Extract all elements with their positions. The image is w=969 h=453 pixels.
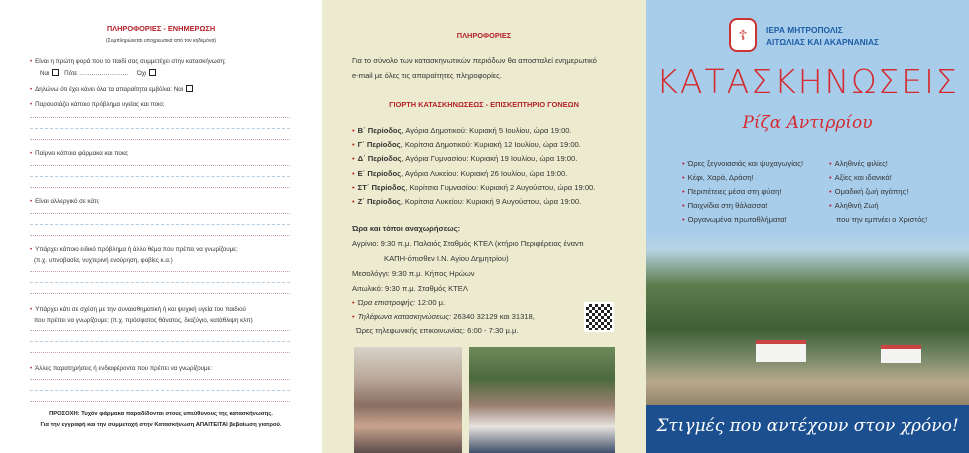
question-emotional-examples: που πρέπει να γνωρίζουμε; (π.χ. πρόσφατος θάνατος, διαζύγιο, κατάθλιψη κλπ) <box>34 317 253 324</box>
answer-line[interactable] <box>30 187 290 188</box>
question-emotional: • Υπάρχει κάτι σε σχέση με την συναισθηματική ή και ψυχική υγεία του παιδιού <box>30 306 246 313</box>
answer-line[interactable] <box>30 224 290 225</box>
festival-period: • Γ΄ Περίοδος, Κορίτσια Δημοτικού: Κυριακή 12 Ιουλίου, ώρα 19:00. <box>352 140 581 150</box>
info-text-1: Για το σύνολο των κατασκηνωτικών περιόδων θα αποσταλεί ενημερωτικό <box>352 56 597 65</box>
camp-photo <box>646 232 969 408</box>
info-title: ΠΛΗΡΟΦΟΡΙΕΣ <box>456 31 512 40</box>
first-time-options: Ναι Πότε …………………… Όχι <box>40 69 159 77</box>
feature-item: που την εμπνέει ο Χριστός! <box>836 215 928 224</box>
festival-period: • Ζ΄ Περίοδος, Κορίτσια Λυκείου: Κυριακή 9 Αυγούστου, ώρα 19:00. <box>352 197 582 206</box>
health-info-title: ΠΛΗΡΟΦΟΡΙΕΣ - ΕΝΗΜΕΡΩΣΗ <box>106 24 216 33</box>
question-medication: • Παίρνει κάποια φάρμακα και ποια; <box>30 150 129 157</box>
festival-period: • ΣΤ΄ Περίοδος, Κορίτσια Γυμνασίου: Κυριακή 2 Αυγούστου, ώρα 19:00. <box>352 182 596 192</box>
festival-period: • Δ΄ Περίοδος, Αγόρια Γυμνασίου: Κυριακή 19 Ιουλίου, ώρα 19:00. <box>352 154 578 164</box>
answer-line[interactable] <box>30 165 290 166</box>
feature-item: • Αληθινές φιλίες! <box>829 159 888 168</box>
feature-item: • Ώρες ξεγνοιασιάς και ψυχαγωγίας! <box>682 159 804 168</box>
departure-mesolongi: Μεσολόγγι: 9:30 π.μ. Κήπος Ηρώων <box>352 269 475 278</box>
question-health: • Παρουσιάζει κάποιο πρόβλημα υγείας και ποιο; <box>30 101 165 108</box>
no-checkbox[interactable] <box>149 69 156 76</box>
camp-building <box>881 345 921 363</box>
doctor-certificate-notice: Για την εγγραφή και την συμμετοχή στην Κατασκήνωση ΑΠΑΙΤΕΙΤΑΙ βεβαίωση γιατρού. <box>40 422 282 428</box>
camp-location: Ρίζα Αντιρρίου <box>742 113 873 133</box>
departure-agrinio: Αγρίνιο: 9:30 π.μ. Παλαιός Σταθμός ΚΤΕΛ (κτήριο Περιφέρειας έναντι <box>352 239 584 248</box>
question-special-examples: (π.χ. υπνοβασία, νυχτερινή ενούρηση, φοβίες κ.α.) <box>34 257 173 264</box>
feature-item: • Κέφι, Χαρά, Δράση! <box>682 173 754 182</box>
festival-period: • Ε΄ Περίοδος, Αγόρια Λυκείου: Κυριακή 26 Ιουλίου, ώρα 19:00. <box>352 168 568 178</box>
return-time: • Ώρα επιστροφής: 12:00 μ. <box>352 298 446 307</box>
feature-item: • Ομαδική ζωή αγάπης! <box>829 187 909 196</box>
answer-line[interactable] <box>30 235 290 236</box>
trophy-photo <box>469 347 615 453</box>
camp-title: ΚΑΤΑΣΚΗΝΩΣΕΙΣ <box>656 62 959 101</box>
metropolis-logo-icon: ☦ <box>729 18 757 52</box>
feature-item: • Αξίες και ιδανικά! <box>829 173 892 182</box>
answer-line[interactable] <box>30 176 290 177</box>
health-info-subtitle: (Συμπληρώνεται υποχρεωτικά από τον κηδεμόνα) <box>105 38 217 44</box>
answer-line[interactable] <box>30 282 290 283</box>
festival-period: • Β΄ Περίοδος, Αγόρια Δημοτικού: Κυριακή 5 Ιουλίου, ώρα 19:00. <box>352 126 572 135</box>
yes-checkbox[interactable] <box>52 69 59 76</box>
departure-agrinio-detail: ΚΑΠΗ-όπισθεν Ι.Ν. Αγίου Δημητρίου) <box>384 254 509 263</box>
feature-item: • Οργανωμένα πρωταθλήματα! <box>682 215 787 224</box>
answer-line[interactable] <box>30 401 290 402</box>
answer-line[interactable] <box>30 128 290 129</box>
answer-line[interactable] <box>30 341 290 342</box>
info-text-2: e-mail με όλες τις απαραίτητες πληροφορίες. <box>352 71 502 80</box>
answer-line[interactable] <box>30 293 290 294</box>
answer-line[interactable] <box>30 117 290 118</box>
answer-line[interactable] <box>30 390 290 391</box>
cover-panel <box>646 0 969 453</box>
answer-line[interactable] <box>30 271 290 272</box>
answer-line[interactable] <box>30 213 290 214</box>
answer-line[interactable] <box>30 139 290 140</box>
question-other: • Άλλες παρατηρήσεις ή ενδιαφέροντα που πρέπει να γνωρίζουμε: <box>30 365 213 372</box>
information-panel <box>322 0 646 453</box>
vaccines-yes-checkbox[interactable] <box>186 85 193 92</box>
health-info-panel <box>0 0 322 453</box>
question-special: • Υπάρχει κάποιο ειδικό πρόβλημα ή άλλο θέμα που πρέπει να γνωρίζουμε; <box>30 246 238 253</box>
departure-aitoliko: Αιτωλικό: 9:30 π.μ. Σταθμός ΚΤΕΛ <box>352 284 468 293</box>
organization-name: ΙΕΡΑ ΜΗΤΡΟΠΟΛΙΣ ΑΙΤΩΛΙΑΣ ΚΑΙ ΑΚΑΡΝΑΝΙΑΣ <box>766 25 880 47</box>
camp-building <box>756 340 806 362</box>
festival-title: ΓΙΟΡΤΗ ΚΑΤΑΣΚΗΝΩΣΕΩΣ - ΕΠΙΣΚΕΠΤΗΡΙΟ ΓΟΝΕΩΝ <box>389 100 579 109</box>
question-allergy: • Είναι αλλεργικό σε κάτι; <box>30 198 100 205</box>
camp-phones: • Τηλέφωνα κατασκηνώσεως: 26340 32129 και 31318, <box>352 312 535 321</box>
answer-line[interactable] <box>30 330 290 331</box>
feature-item: • Αληθινή Ζωή <box>829 201 879 210</box>
feature-item: • Παιχνίδια στη θάλασσα! <box>682 201 768 210</box>
answer-line[interactable] <box>30 379 290 380</box>
question-vaccines: • Δηλώνω ότι έχει κάνει όλα τα απαραίτητα εμβόλια: Ναι <box>30 85 196 93</box>
question-first-time: • Είναι η πρώτη φορά που το παιδί σας συμμετέχει στην κατασκήνωση; <box>30 58 226 65</box>
departure-title: Ώρα και τόποι αναχωρήσεως: <box>352 224 461 233</box>
answer-line[interactable] <box>30 352 290 353</box>
medication-notice: ΠΡΟΣΟΧΗ: Τυχόν φάρμακα παραδίδονται στους υπεύθυνους της κατασκήνωσης. <box>49 411 273 417</box>
qr-code[interactable] <box>584 302 614 332</box>
feature-item: • Περιπέτειες μέσα στη φύση! <box>682 187 782 196</box>
phone-hours: Ώρες τηλεφωνικής επικοινωνίας: 6:00 - 7:30 μ.μ. <box>356 326 519 335</box>
slogan-banner: Στιγμές που αντέχουν στον χρόνο! <box>646 405 969 453</box>
campers-photo <box>354 347 462 453</box>
